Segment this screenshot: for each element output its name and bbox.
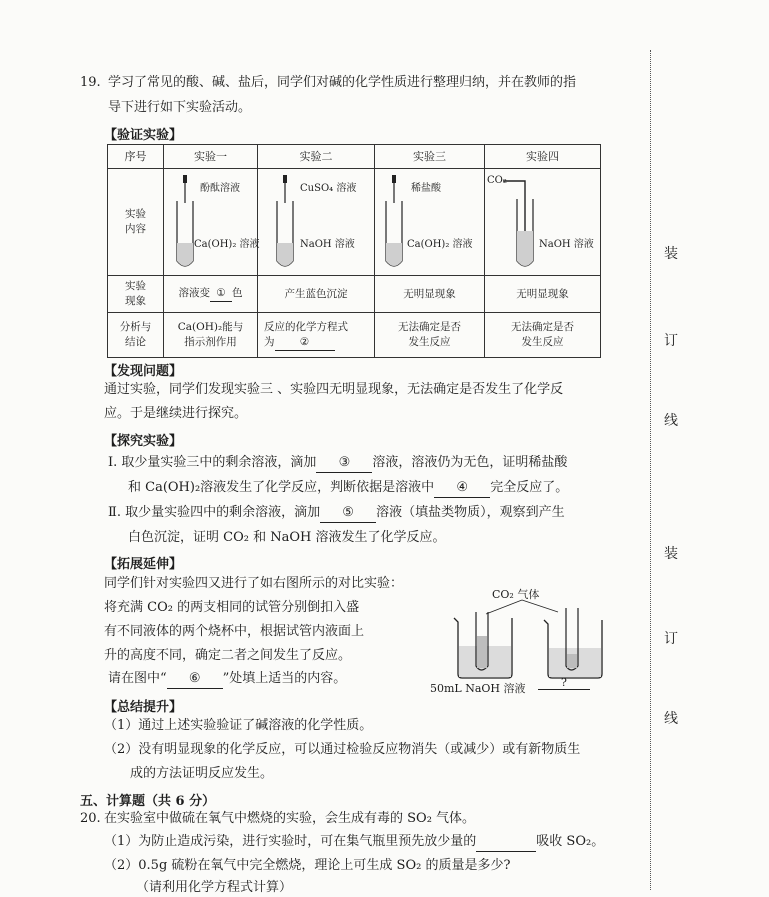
q20-note: （请利用化学方程式计算）: [136, 880, 293, 895]
figure-gas-label: CO₂ 气体: [492, 588, 540, 601]
binding-char: 订: [664, 333, 678, 349]
exp3-reagent: 稀盐酸: [411, 183, 441, 194]
extend-line4: 升的高度不同，确定二者之间发生了反应。: [104, 648, 352, 663]
header-cell: 实验一: [164, 145, 258, 169]
blank-4: ④: [434, 479, 490, 498]
table-header-row: [108, 145, 601, 169]
extend-line5: 请在图中“ ⑥ ”处填上适当的内容。: [108, 670, 346, 689]
blank-1: ①: [210, 286, 232, 302]
test-tube-dropper-icon: [381, 173, 411, 273]
exp4-solution: NaOH 溶液: [539, 239, 594, 250]
experiment-table: [107, 144, 601, 358]
binding-char: 线: [664, 413, 678, 429]
test-tube-dropper-icon: [172, 173, 202, 273]
summary-p2-line2: 成的方法证明反应发生。: [130, 766, 274, 781]
exp3-solution: Ca(OH)₂ 溶液: [407, 239, 473, 250]
discover-heading: 【发现问题】: [104, 364, 183, 379]
explore-i-line2: 和 Ca(OH)₂溶液发生了化学反应，判断依据是溶液中 ④ 完全反应了。: [128, 479, 568, 498]
exp4-phenomenon: 无明显现象: [485, 276, 601, 313]
table-row-content: [108, 169, 601, 276]
blank-q20: [476, 833, 536, 852]
extend-line3: 有不同液体的两个烧杯中，根据试管内液面上: [104, 624, 365, 639]
header-cell: 实验二: [258, 145, 375, 169]
binding-char: 线: [664, 711, 678, 727]
q20-number: 20.: [80, 811, 101, 826]
q20-part1: （1）为防止造成污染，进行实验时，可在集气瓶里预先放少量的 吸收 SO₂。: [104, 833, 604, 852]
q19-stem-line2: 导下进行如下实验活动。: [108, 100, 252, 115]
blank-3: ③: [316, 454, 372, 473]
binding-char: 装: [664, 546, 678, 562]
exp3-content: [375, 169, 485, 276]
q20-part2: （2）0.5g 硫粉在氧气中完全燃烧，理论上可生成 SO₂ 的质量是多少?: [104, 858, 511, 873]
explore-heading: 【探究实验】: [104, 434, 183, 449]
figure-right-label: ?: [538, 676, 590, 690]
extend-heading: 【拓展延伸】: [104, 557, 183, 572]
table-row-analysis: [108, 313, 601, 358]
test-tube-dropper-icon: [272, 173, 302, 273]
row-label-analysis: 分析与 结论: [108, 313, 164, 358]
discover-line2: 应。于是继续进行探究。: [104, 406, 248, 421]
exp4-content: [485, 169, 601, 276]
discover-line1: 通过实验，同学们发现实验三 、实验四无明显现象，无法确定是否发生了化学反: [104, 382, 564, 397]
gas-inlet-tube-icon: [503, 175, 543, 275]
exp2-solution: NaOH 溶液: [300, 239, 355, 250]
q20-stem: 在实验室中做硫在氧气中燃烧的实验，会生成有毒的 SO₂ 气体。: [104, 811, 476, 826]
comparison-figure: [450, 596, 610, 686]
blank-5: ⑤: [320, 504, 376, 523]
table-row-phenomenon: [108, 276, 601, 313]
row-label-phenomenon: 实验 现象: [108, 276, 164, 313]
binding-char: 装: [664, 246, 678, 262]
exp2-analysis: 反应的化学方程式 为 ②: [258, 313, 375, 358]
row-label-content: 实验 内容: [108, 169, 164, 276]
summary-heading: 【总结提升】: [104, 700, 183, 715]
exp1-analysis: Ca(OH)₂能与 指示剂作用: [164, 313, 258, 358]
exp4-gas: CO₂: [487, 175, 507, 186]
blank-2: ②: [275, 335, 335, 351]
explore-i-line1: Ⅰ. 取少量实验三中的剩余溶液，滴加 ③ 溶液，溶液仍为无色，证明稀盐酸: [108, 454, 567, 473]
exp2-phenomenon: 产生蓝色沉淀: [258, 276, 375, 313]
header-cell: 实验三: [375, 145, 485, 169]
exp3-analysis: 无法确定是否 发生反应: [375, 313, 485, 358]
q19-stem-line1: 学习了常见的酸、碱、盐后，同学们对碱的化学性质进行整理归纳，并在教师的指: [108, 75, 577, 90]
summary-p2-line1: （2）没有明显现象的化学反应，可以通过检验反应物消失（或减少）或有新物质生: [104, 742, 581, 757]
extend-line1: 同学们针对实验四又进行了如右图所示的对比实验：: [104, 576, 404, 591]
blank-6: ⑥: [167, 670, 223, 689]
extend-line2: 将充满 CO₂ 的两支相同的试管分别倒扣入盛: [104, 600, 360, 615]
exp1-reagent: 酚酞溶液: [200, 183, 240, 194]
summary-p1: （1）通过上述实验验证了碱溶液的化学性质。: [104, 718, 373, 733]
exp1-phenomenon: 溶液变 ① 色: [164, 276, 258, 313]
figure-left-label: 50mL NaOH 溶液: [430, 682, 526, 695]
q19-number: 19.: [80, 75, 101, 90]
header-cell: 序号: [108, 145, 164, 169]
exp1-solution: Ca(OH)₂ 溶液: [194, 239, 260, 250]
header-cell: 实验四: [485, 145, 601, 169]
verify-heading: 【验证实验】: [104, 128, 183, 143]
section-title: 五、计算题（共 6 分）: [80, 794, 216, 809]
exp4-analysis: 无法确定是否 发生反应: [485, 313, 601, 358]
explore-ii-line2: 白色沉淀，证明 CO₂ 和 NaOH 溶液发生了化学反应。: [128, 530, 446, 545]
binding-char: 订: [664, 631, 678, 647]
exp2-reagent: CuSO₄ 溶液: [300, 183, 357, 194]
exp2-content: [258, 169, 375, 276]
exp1-content: [164, 169, 258, 276]
binding-dotted-line: [650, 50, 651, 890]
exp3-phenomenon: 无明显现象: [375, 276, 485, 313]
explore-ii-line1: Ⅱ. 取少量实验四中的剩余溶液，滴加 ⑤ 溶液（填盐类物质），观察到产生: [108, 504, 565, 523]
